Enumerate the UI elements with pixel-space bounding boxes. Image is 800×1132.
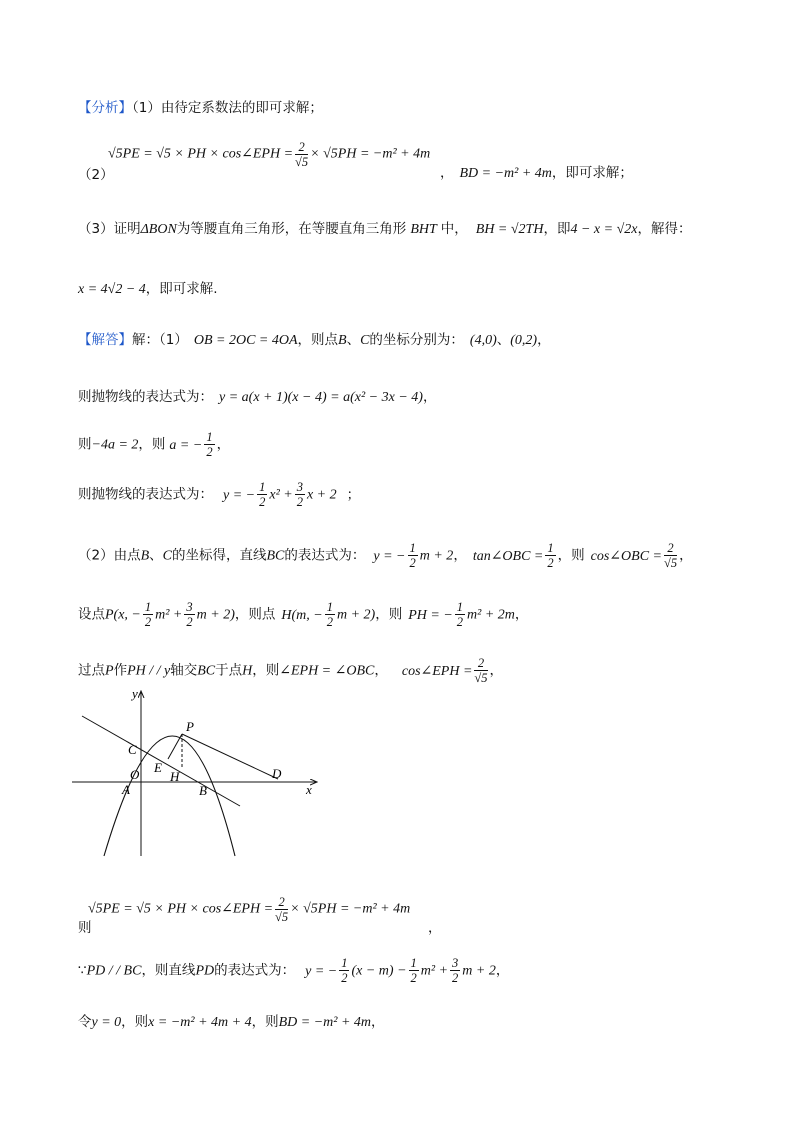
analysis-tag: 【分析】 bbox=[78, 100, 132, 116]
label-h: H bbox=[170, 769, 180, 784]
solution-line-5: （2）由点B、C的坐标得，直线BC的表达式为： y = − $\frac{1}{2}$ m + 2， tan∠OBC = $\frac{1}{2}$ ，则 cos∠OBC = $\frac{2}{√5}$ ， bbox=[78, 541, 693, 570]
analysis-line-2-num: （2） bbox=[78, 167, 114, 183]
solution-line-7: 过点P作PH / / y轴交BC于点H，则∠EPH = ∠OBC， cos∠EPH = $\frac{2}{√5}$ ， bbox=[78, 656, 504, 685]
solution-line-4: 则抛物线的表达式为： y = − $\frac{1}{2}$ x² + $\frac{3}{2}$ x + 2 ； bbox=[78, 480, 361, 509]
solution-line-6: 设点P(x, − $\frac{1}{2}$ m² + $\frac{3}{2}$ m + 2)，则点 H(m, − $\frac{1}{2}$ m + 2)，则 PH = − $\frac{1}{2}$ m² + 2m， bbox=[78, 600, 529, 629]
solution-line-2: 则抛物线的表达式为： y = a(x + 1)(x − 4) = a(x² − 3x − 4)， bbox=[78, 389, 437, 405]
segment-pe bbox=[168, 734, 182, 759]
label-x: x bbox=[306, 782, 312, 797]
solution-line-8-end: ， bbox=[428, 920, 442, 936]
label-e: E bbox=[154, 760, 162, 775]
label-o: O bbox=[130, 767, 140, 782]
analysis-line-4: x = 4√2 − 4，即可求解. bbox=[78, 281, 218, 297]
label-b: B bbox=[199, 783, 207, 798]
label-d: D bbox=[272, 766, 282, 781]
solution-line-3: 则−4a = 2，则 a = − $\frac{1}{2}$ ， bbox=[78, 430, 231, 459]
parabola-figure bbox=[70, 686, 330, 861]
solution-tag: 【解答】 bbox=[78, 332, 132, 348]
label-y: y bbox=[132, 686, 138, 701]
analysis-line-3: （3）证明ΔBON为等腰直角三角形，在等腰直角三角形 BHT 中， BH = √2TH，即4 − x = √2x，解得： bbox=[78, 221, 692, 237]
solution-line-8-prefix: 则 bbox=[78, 920, 92, 936]
solution-line-1: 【解答】解：（1） OB = 2OC = 4OA，则点B、C的坐标分别为： (4,0)、(0,2)， bbox=[78, 332, 551, 348]
analysis-line-2-formula: √5PE = √5 × PH × cos∠EPH = $\frac{2}{√5}$ × √5PH = −m² + 4m bbox=[108, 140, 431, 169]
line-pd bbox=[182, 734, 278, 779]
label-a: A bbox=[122, 782, 130, 797]
solution-line-9: ∵PD / / BC，则直线PD的表达式为： y = − $\frac{1}{2}$ (x − m) − $\frac{1}{2}$ m² + $\frac{3}{2}$ m + 2， bbox=[78, 956, 510, 985]
analysis-line-1: 【分析】（1）由待定系数法的即可求解； bbox=[78, 100, 323, 116]
solution-line-8-formula: √5PE = √5 × PH × cos∠EPH = $\frac{2}{√5}$ × √5PH = −m² + 4m bbox=[88, 895, 411, 924]
label-p: P bbox=[186, 719, 194, 734]
analysis-line-2-tail: ， BD = −m² + 4m，即可求解； bbox=[440, 165, 633, 181]
solution-line-10: 令y = 0，则x = −m² + 4m + 4，则BD = −m² + 4m， bbox=[78, 1014, 385, 1030]
label-c: C bbox=[128, 742, 137, 757]
